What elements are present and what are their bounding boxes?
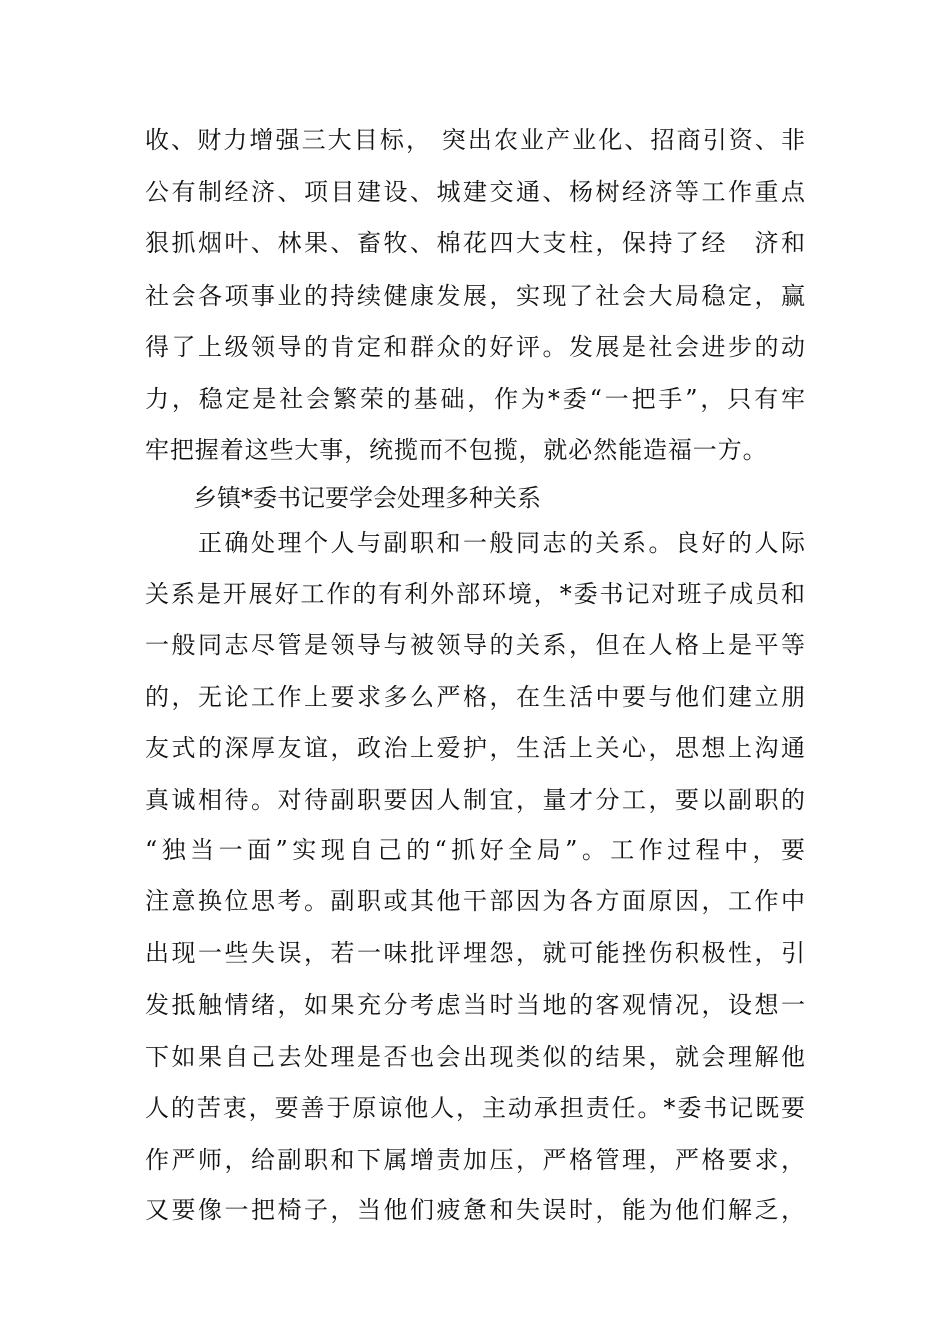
paragraph-line: 牢把握着这些大事，统揽而不包揽，就必然能造福一方。: [145, 436, 768, 464]
paragraph-line: 力，稳定是社会繁荣的基础，作为*委“一把手”，只有牢: [145, 385, 805, 413]
paragraph-line: 公有制经济、项目建设、城建交通、杨树经济等工作重点: [145, 178, 805, 206]
section-heading: 乡镇*委书记要学会处理多种关系: [193, 484, 541, 512]
paragraph-line: “独当一面”实现自己的“抓好全局”。工作过程中，要: [145, 836, 805, 864]
paragraph-line: 又要像一把椅子，当他们疲惫和失误时，能为他们解乏，: [145, 1196, 805, 1224]
paragraph-line: 友式的深厚友谊，政治上爱护，生活上关心，思想上沟通: [145, 734, 805, 762]
paragraph-line: 下如果自己去处理是否也会出现类似的结果，就会理解他: [145, 1043, 805, 1071]
paragraph-line: 收、财力增强三大目标， 突出农业产业化、招商引资、非: [145, 126, 805, 154]
paragraph-line: 作严师，给副职和下属增责加压，严格管理，严格要求，: [145, 1146, 805, 1174]
paragraph-line: 正确处理个人与副职和一般同志的关系。良好的人际: [145, 529, 805, 557]
paragraph-line: 狠抓烟叶、林果、畜牧、棉花四大支柱，保持了经 济和: [145, 229, 805, 257]
paragraph-line: 人的苦衷，要善于原谅他人，主动承担责任。*委书记既要: [145, 1094, 805, 1122]
paragraph-line: 一般同志尽管是领导与被领导的关系，但在人格上是平等: [145, 631, 805, 659]
paragraph-line: 出现一些失误，若一味批评埋怨，就可能挫伤积极性，引: [145, 939, 805, 967]
paragraph-line: 得了上级领导的肯定和群众的好评。发展是社会进步的动: [145, 333, 805, 361]
paragraph-line: 关系是开展好工作的有利外部环境，*委书记对班子成员和: [145, 580, 805, 608]
paragraph-line: 真诚相待。对待副职要因人制宜，量才分工，要以副职的: [145, 786, 805, 814]
paragraph-line: 的，无论工作上要求多么严格，在生活中要与他们建立朋: [145, 683, 805, 711]
paragraph-line: 社会各项事业的持续健康发展，实现了社会大局稳定，赢: [145, 282, 805, 310]
paragraph-line: 注意换位思考。副职或其他干部因为各方面原因，工作中: [145, 887, 805, 915]
paragraph-line: 发抵触情绪，如果充分考虑当时当地的客观情况，设想一: [145, 991, 805, 1019]
